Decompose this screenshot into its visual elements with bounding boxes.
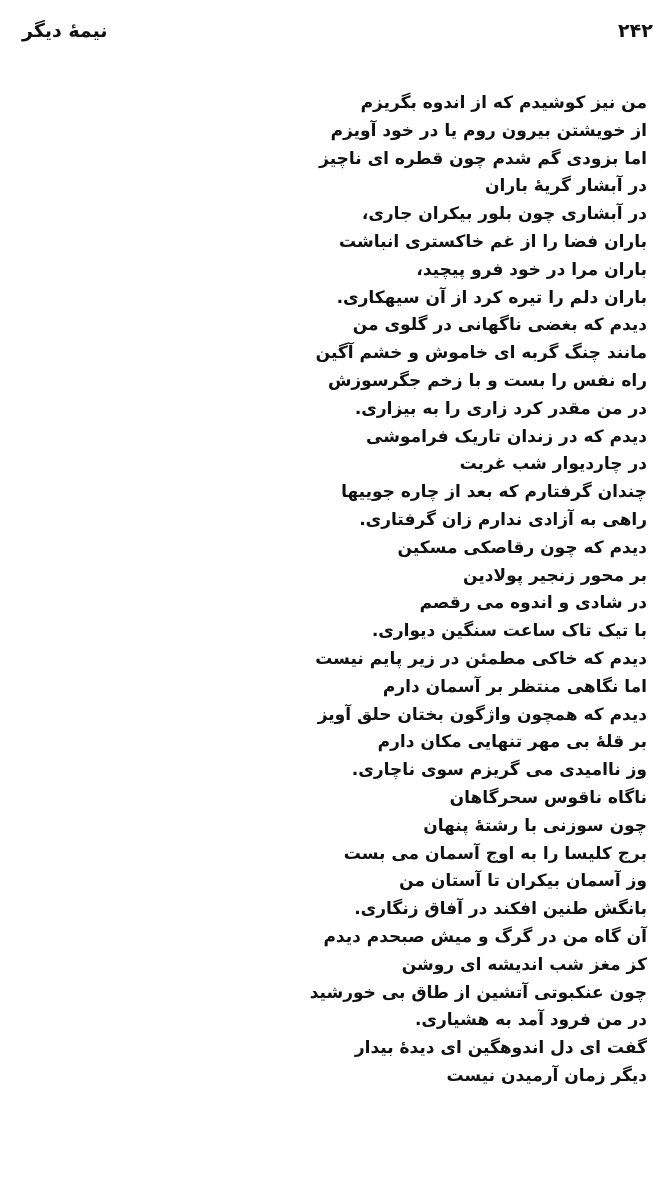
poem-line: باران فضا را از غم خاکستری انباشت <box>338 231 647 252</box>
poem-line: در چاردیوار شب غربت <box>459 454 647 475</box>
poem-line: دیدم که چون رقاصکی مسکین <box>397 537 647 558</box>
poem-line: دیگر زمان آرمیدن نیست <box>446 1065 647 1086</box>
poem-line: دیدم که در زندان تاریک فراموشی <box>366 426 647 447</box>
poem-line: بانگش طنین افکند در آفاق زنگاری. <box>354 899 647 920</box>
poem-line: من نیز کوشیدم که از اندوه بگریزم <box>360 93 647 113</box>
poem-line: وز ناامیدی می گریزم سوی ناچاری. <box>351 760 647 781</box>
poem-line: مانند چنگ گربه ای خاموش و خشم آگین <box>315 343 647 364</box>
poem-line: چون عنکبوتی آتشین از طاق بی خورشید <box>309 982 647 1003</box>
poem-line: بر محور زنجیر پولادین <box>463 565 647 586</box>
poem-line: باران مرا در خود فرو پیچید، <box>416 259 647 280</box>
poem-line: برج کلیسا را به اوج آسمان می بست <box>343 843 647 864</box>
poem-line: دیدم که همچون واژگون بختان حلق آویز <box>317 704 647 725</box>
poem-line: باران دلم را تیره کرد از آن سیهکاری. <box>336 287 647 308</box>
poem-line: کز مغز شب اندیشه ای روشن <box>401 954 647 975</box>
poem-line: دیدم که بغضی ناگهانی در گلوی من <box>352 315 647 336</box>
poem-body <box>7 90 647 1091</box>
poem-line: چون سوزنی با رشتهٔ پنهان <box>423 815 647 836</box>
page-header <box>0 20 669 60</box>
poem-line: اما بزودی گم شدم چون قطره ای ناچیز <box>319 148 647 169</box>
poem-line: وز آسمان بیکران تا آستان من <box>399 871 647 892</box>
poem-line: در آبشاری چون بلور بیکران جاری، <box>361 204 647 225</box>
poem-line: اما نگاهی منتظر بر آسمان دارم <box>382 676 647 697</box>
poem-line: از خویشتن بیرون روم یا در خود آویزم <box>330 120 647 141</box>
poem-line: ناگاه ناقوس سحرگاهان <box>449 787 647 808</box>
poem-line: بر قلهٔ بی مهر تنهایی مکان دارم <box>377 732 647 753</box>
poem-line: آن گاه من در گرگ و میش صبحدم دیدم <box>323 926 647 947</box>
poem-line: راه نفس را بست و با زخم جگرسوزش <box>327 370 647 391</box>
poem-line: با تیک تاک ساعت سنگین دیواری. <box>371 621 647 642</box>
poem-line: در من مقدر کرد زاری را به بیزاری. <box>354 398 647 419</box>
page-number: ۲۴۲ <box>618 20 653 42</box>
poem-line: گفت ای دل اندوهگین ای دیدهٔ بیدار <box>354 1038 647 1059</box>
running-title: نیمهٔ دیگر <box>22 20 108 42</box>
poem-line: در شادی و اندوه می رقصم <box>419 593 647 614</box>
poem-line: راهی به آزادی ندارم زان گرفتاری. <box>359 509 647 530</box>
poem-line: در آبشار گریهٔ باران <box>485 176 647 197</box>
poem-line: چندان گرفتارم که بعد از چاره جوییها <box>341 482 647 503</box>
poem-line: در من فرود آمد به هشیاری. <box>414 1010 647 1031</box>
poem-line: دیدم که خاکی مطمئن در زیر پایم نیست <box>315 648 647 669</box>
